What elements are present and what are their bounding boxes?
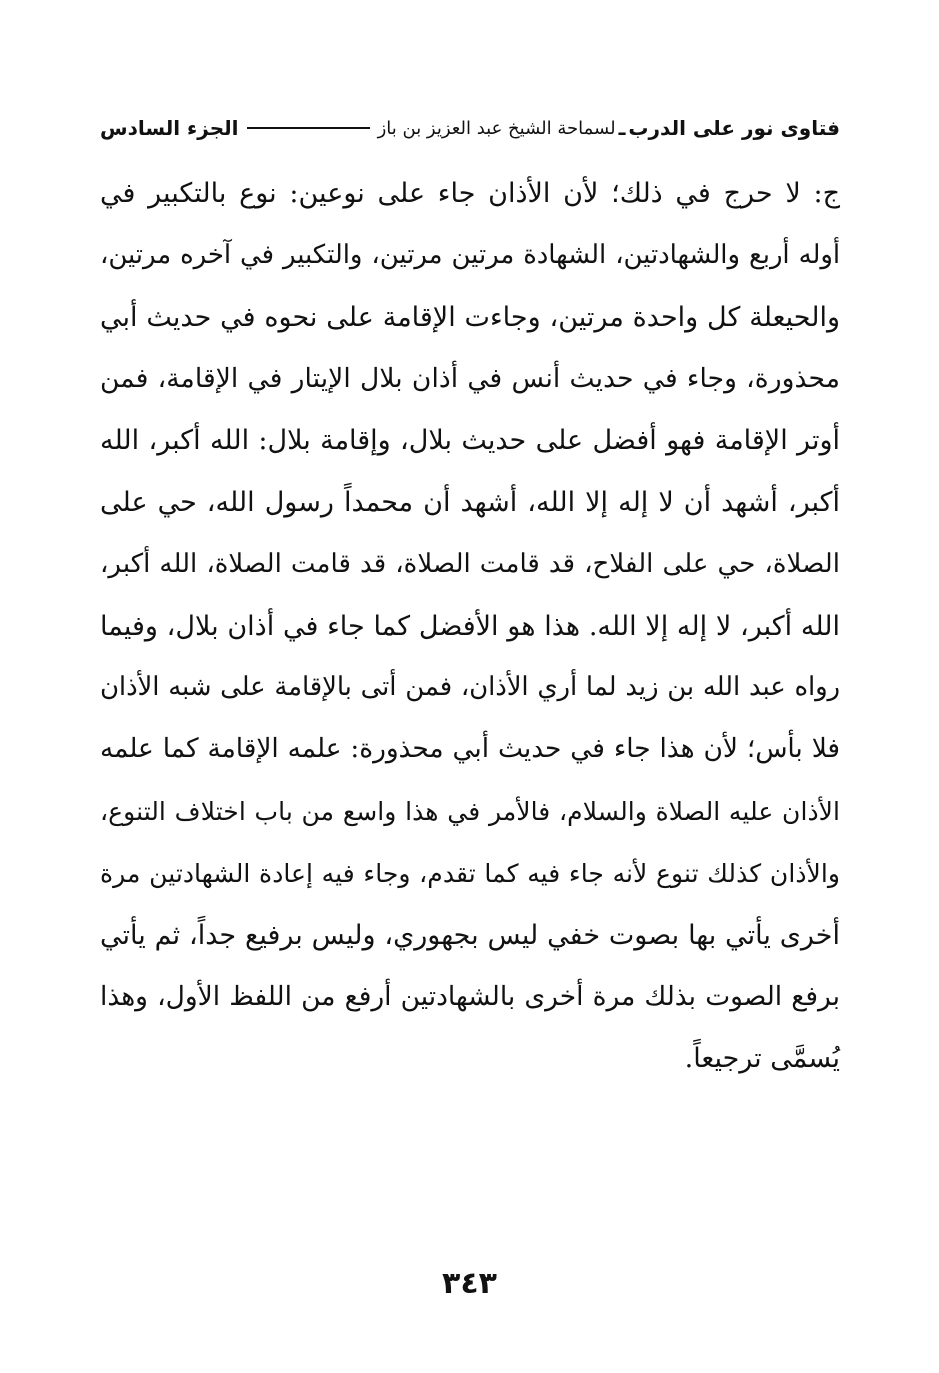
text-line: رواه عبد الله بن زيد لما أري الأذان، فمن أتى بالإقامة على شبه الأذان [100, 672, 840, 703]
text-line: أوتر الإقامة فهو أفضل على حديث بلال، وإقامة بلال: الله أكبر، الله [100, 425, 840, 457]
running-header [100, 108, 840, 148]
text-line: أوله أربع والشهادتين، الشهادة مرتين مرتين، والتكبير في آخره مرتين، [100, 239, 840, 270]
text-line: أخرى يأتي بها بصوت خفي ليس بجهوري، وليس برفيع جداً، ثم يأتي [100, 919, 840, 951]
text-line: والحيعلة كل واحدة مرتين، وجاءت الإقامة على نحوه في حديث أبي [100, 301, 840, 333]
text-line: محذورة، وجاء في حديث أنس في أذان بلال الإيتار في الإقامة، فمن [100, 363, 840, 395]
author-name: لسماحة الشيخ عبد العزيز بن باز [377, 117, 616, 139]
text-line: الصلاة، حي على الفلاح، قد قامت الصلاة، قد قامت الصلاة، الله أكبر، [100, 548, 840, 579]
text-line: والأذان كذلك تنوع لأنه جاء فيه كما تقدم، وجاء فيه إعادة الشهادتين مرة [100, 858, 840, 888]
text-line: الأذان عليه الصلاة والسلام، فالأمر في هذا واسع من باب اختلاف التنوع، [100, 796, 840, 826]
page-number: ٣٤٣ [442, 1266, 497, 1301]
text-line: برفع الصوت بذلك مرة أخرى بالشهادتين أرفع من اللفظ الأول، وهذا [100, 981, 840, 1013]
text-line: الله أكبر، لا إله إلا الله. هذا هو الأفضل كما جاء في أذان بلال، وفيما [100, 610, 840, 642]
header-rule [247, 127, 370, 129]
book-title: فتاوى نور على الدرب [628, 116, 840, 140]
body-text [100, 163, 840, 1090]
text-line: أكبر، أشهد أن لا إله إلا الله، أشهد أن محمداً رسول الله، حي على [100, 486, 840, 518]
text-line: ج: لا حرج في ذلك؛ لأن الأذان جاء على نوعين: نوع بالتكبير في [100, 178, 840, 209]
header-dash: ـ [618, 116, 626, 140]
text-line: فلا بأس؛ لأن هذا جاء في حديث أبي محذورة: علمه الإقامة كما علمه [100, 734, 840, 765]
text-line-last: يُسمَّى ترجيعاً. [684, 1043, 840, 1075]
volume-label: الجزء السادس [100, 116, 239, 140]
